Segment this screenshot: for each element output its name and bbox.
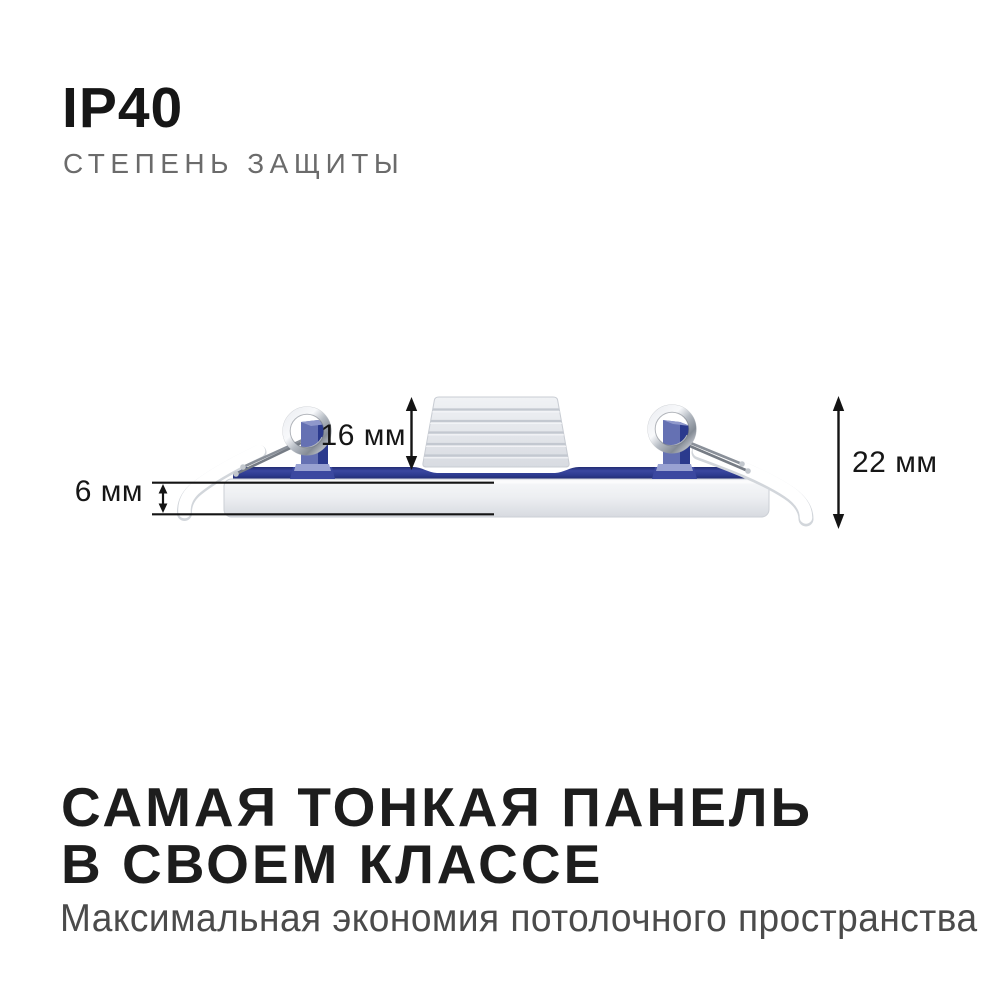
- ip-rating-caption: СТЕПЕНЬ ЗАЩИТЫ: [63, 148, 405, 179]
- dimension-label-driver-height: 16 мм: [320, 419, 406, 452]
- subtitle: Максимальная экономия потолочного пространства: [60, 897, 978, 940]
- product-diagram: [0, 380, 1000, 560]
- headline: [61, 776, 814, 895]
- dimension-label-total-height: 22 мм: [852, 446, 938, 479]
- ip-rating: IP40: [62, 76, 184, 140]
- dimension-16mm-arrow: [406, 397, 417, 470]
- dimension-label-panel-thickness: 6 мм: [74, 475, 143, 508]
- led-driver-box: [418, 397, 574, 467]
- dimension-22mm-arrow: [833, 396, 844, 529]
- panel-body: [224, 479, 769, 517]
- headline-line2: В СВОЕМ КЛАССЕ: [61, 833, 604, 895]
- headline-line1: САМАЯ ТОНКАЯ ПАНЕЛЬ: [61, 776, 814, 838]
